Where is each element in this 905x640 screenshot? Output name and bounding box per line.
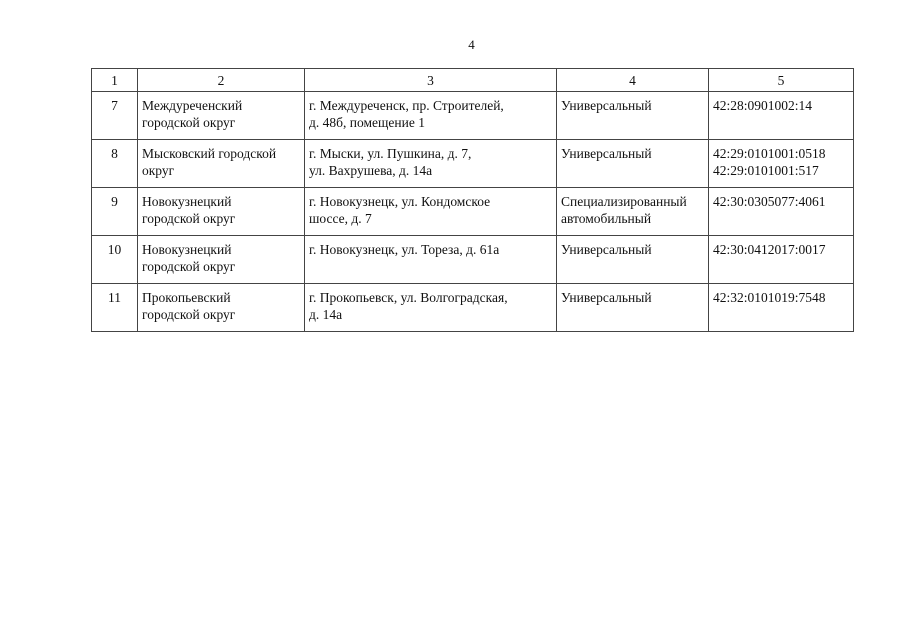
row-number: 7 <box>92 92 138 140</box>
table-row <box>92 236 854 284</box>
municipality-cell: Новокузнецкий городской округ <box>138 188 305 236</box>
header-cell: 1 <box>92 69 138 92</box>
address-cell: г. Новокузнецк, ул. Кондомское шоссе, д. 7 <box>305 188 557 236</box>
header-cell: 5 <box>709 69 854 92</box>
row-number: 10 <box>92 236 138 284</box>
cadastral-number-cell: 42:29:0101001:0518 42:29:0101001:517 <box>709 140 854 188</box>
type-cell: Специализированный автомобильный <box>557 188 709 236</box>
row-number: 9 <box>92 188 138 236</box>
table-row <box>92 92 854 140</box>
cadastral-number-cell: 42:30:0412017:0017 <box>709 236 854 284</box>
address-cell: г. Мыски, ул. Пушкина, д. 7, ул. Вахрушева, д. 14а <box>305 140 557 188</box>
row-number: 11 <box>92 284 138 332</box>
address-cell: г. Прокопьевск, ул. Волгоградская, д. 14а <box>305 284 557 332</box>
municipality-cell: Междуреченский городской округ <box>138 92 305 140</box>
table-row <box>92 284 854 332</box>
address-cell: г. Междуреченск, пр. Строителей, д. 48б, помещение 1 <box>305 92 557 140</box>
table-header-row <box>92 69 854 92</box>
header-cell: 2 <box>138 69 305 92</box>
header-cell: 3 <box>305 69 557 92</box>
type-cell: Универсальный <box>557 92 709 140</box>
type-cell: Универсальный <box>557 236 709 284</box>
municipality-cell: Новокузнецкий городской округ <box>138 236 305 284</box>
municipality-cell: Мысковский городской округ <box>138 140 305 188</box>
cadastral-number-cell: 42:32:0101019:7548 <box>709 284 854 332</box>
page-number: 4 <box>468 37 475 52</box>
table-row <box>92 140 854 188</box>
cadastral-number-cell: 42:30:0305077:4061 <box>709 188 854 236</box>
cadastral-number-cell: 42:28:0901002:14 <box>709 92 854 140</box>
row-number: 8 <box>92 140 138 188</box>
address-cell: г. Новокузнецк, ул. Тореза, д. 61а <box>305 236 557 284</box>
table-row <box>92 188 854 236</box>
type-cell: Универсальный <box>557 284 709 332</box>
type-cell: Универсальный <box>557 140 709 188</box>
municipality-cell: Прокопьевский городской округ <box>138 284 305 332</box>
header-cell: 4 <box>557 69 709 92</box>
data-table <box>91 68 854 332</box>
